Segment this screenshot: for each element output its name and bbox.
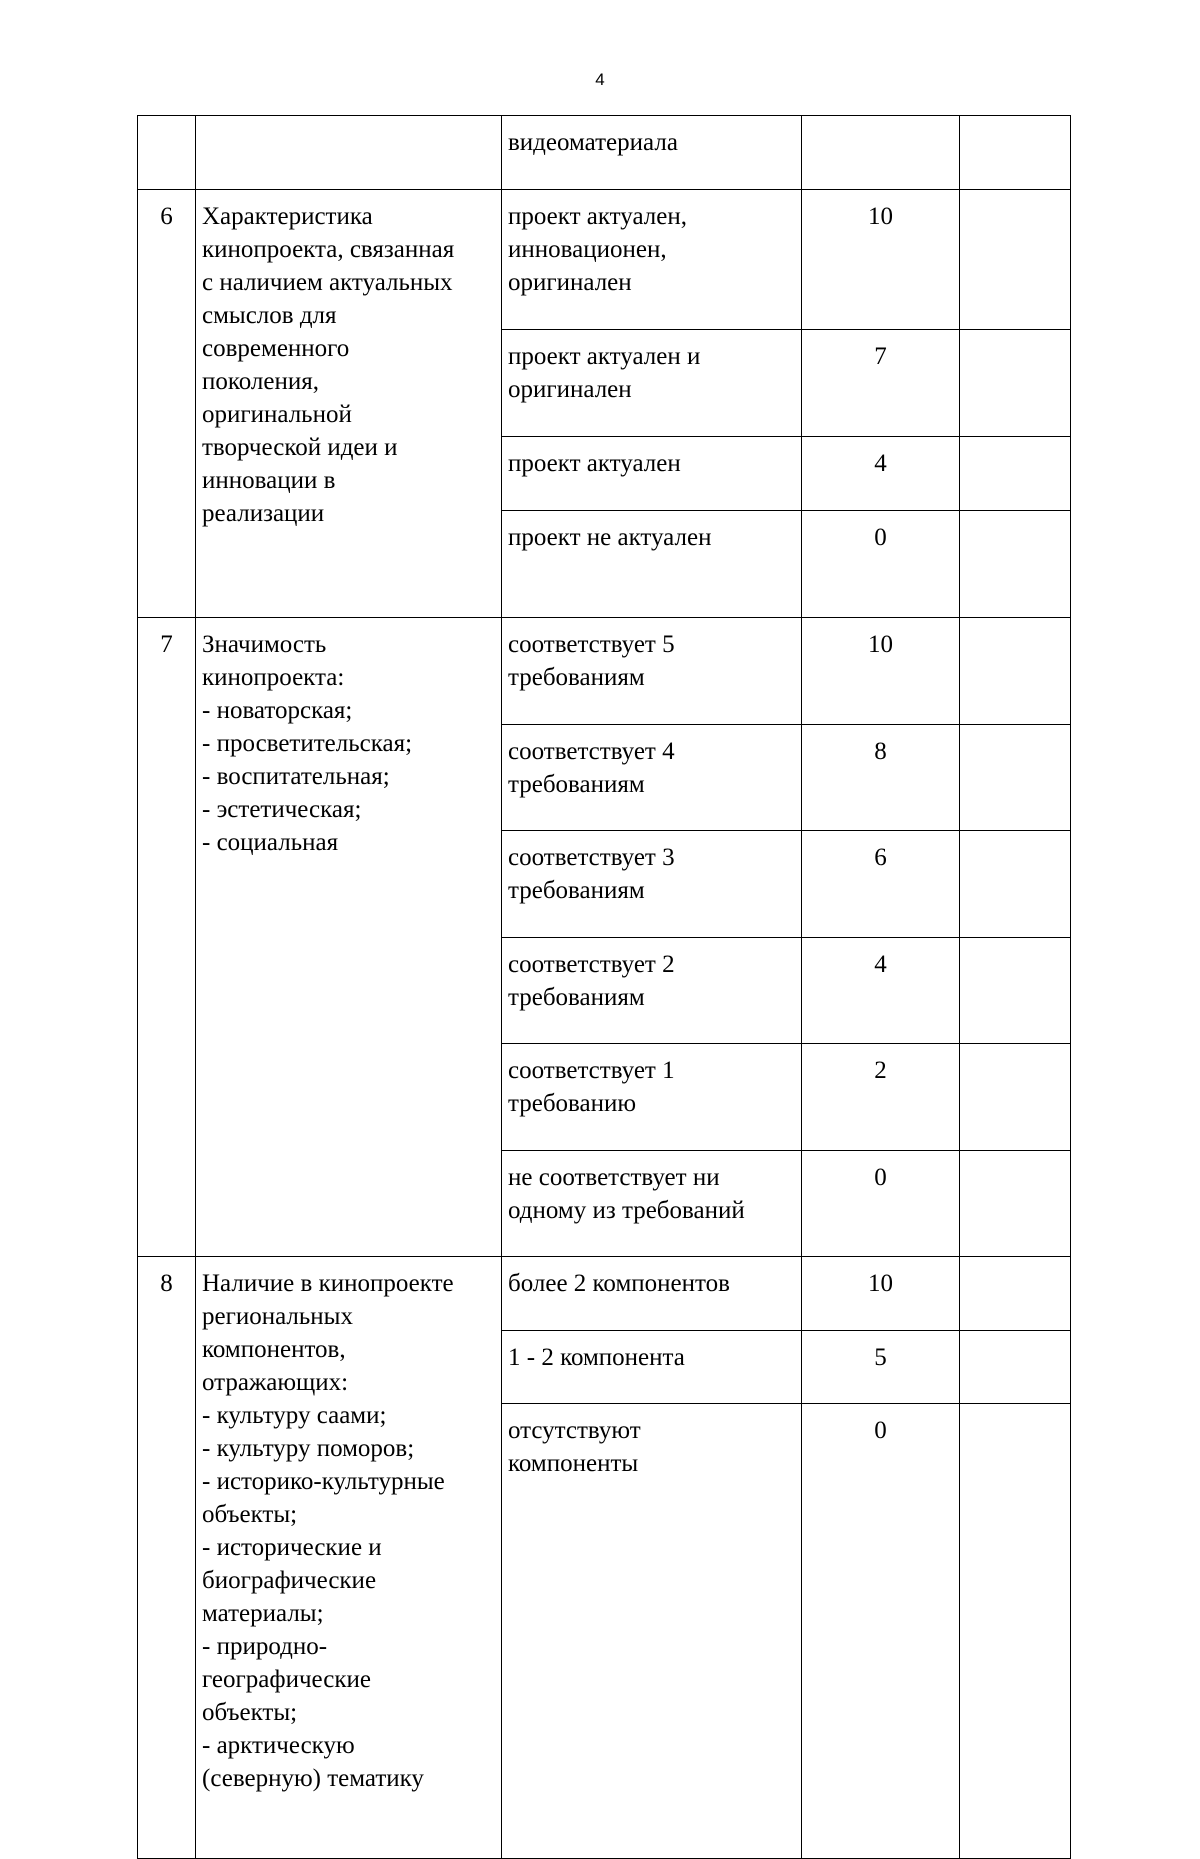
extra-cell — [960, 511, 1071, 618]
extra-cell — [960, 116, 1071, 190]
level-text: более 2 компонентов — [502, 1257, 802, 1331]
level-text: проект актуален — [502, 437, 802, 511]
extra-cell — [960, 938, 1071, 1044]
score-value: 4 — [802, 437, 960, 511]
level-text: отсутствуют компоненты — [502, 1404, 802, 1859]
criterion-number: 6 — [138, 190, 196, 618]
level-text: проект актуален, инновационен, оригинален — [502, 190, 802, 330]
extra-cell — [960, 1257, 1071, 1331]
level-text: 1 - 2 компонента — [502, 1331, 802, 1404]
criteria-table — [137, 115, 1071, 1859]
criterion-number: 7 — [138, 618, 196, 1257]
extra-cell — [960, 831, 1071, 938]
score-value: 6 — [802, 831, 960, 938]
criterion-cell — [196, 116, 502, 190]
extra-cell — [960, 725, 1071, 831]
level-text: соответствует 2 требованиям — [502, 938, 802, 1044]
number-cell — [138, 116, 196, 190]
table-row — [138, 1257, 1071, 1331]
table-row-continuation — [138, 116, 1071, 190]
criterion-number: 8 — [138, 1257, 196, 1859]
table-row — [138, 618, 1071, 725]
score-value: 5 — [802, 1331, 960, 1404]
score-value: 0 — [802, 1404, 960, 1859]
level-text: соответствует 3 требованиям — [502, 831, 802, 938]
score-value: 8 — [802, 725, 960, 831]
page-number: 4 — [595, 70, 605, 89]
level-text: соответствует 4 требованиям — [502, 725, 802, 831]
level-cell: видеоматериала — [502, 116, 802, 190]
criterion-text: Характеристика кинопроекта, связанная с наличием актуальных смыслов для современного поколения, оригинальной творческой идеи и инновации в реализации — [196, 190, 502, 618]
level-text: соответствует 5 требованиям — [502, 618, 802, 725]
score-value: 7 — [802, 330, 960, 437]
score-cell — [802, 116, 960, 190]
extra-cell — [960, 618, 1071, 725]
score-value: 0 — [802, 511, 960, 618]
criterion-text: Значимость кинопроекта: - новаторская; - просветительская; - воспитательная; - эстетическая; - социальная — [196, 618, 502, 1257]
level-text: проект не актуален — [502, 511, 802, 618]
score-value: 10 — [802, 1257, 960, 1331]
extra-cell — [960, 190, 1071, 330]
table-row — [138, 190, 1071, 330]
score-value: 0 — [802, 1151, 960, 1257]
extra-cell — [960, 1331, 1071, 1404]
extra-cell — [960, 437, 1071, 511]
extra-cell — [960, 1151, 1071, 1257]
extra-cell — [960, 1404, 1071, 1859]
criterion-text: Наличие в кинопроекте региональных компонентов, отражающих: - культуру саами; - культуру поморов; - историко-культурные объекты; - исторические и биографические материалы; - природно- географические объекты; - арктическую (северную) тематику — [196, 1257, 502, 1859]
score-value: 10 — [802, 618, 960, 725]
level-text: не соответствует ни одному из требований — [502, 1151, 802, 1257]
score-value: 10 — [802, 190, 960, 330]
extra-cell — [960, 1044, 1071, 1151]
extra-cell — [960, 330, 1071, 437]
score-value: 4 — [802, 938, 960, 1044]
level-text: проект актуален и оригинален — [502, 330, 802, 437]
level-text: соответствует 1 требованию — [502, 1044, 802, 1151]
score-value: 2 — [802, 1044, 960, 1151]
